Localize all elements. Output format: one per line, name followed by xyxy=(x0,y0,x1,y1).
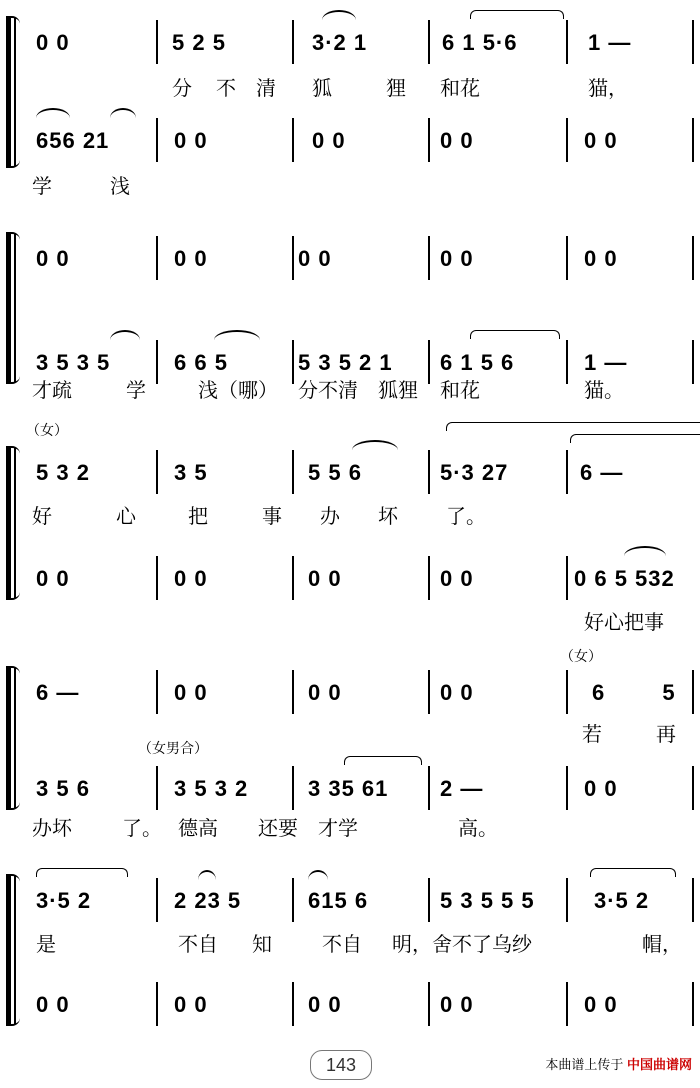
measure-notes: 0 0 xyxy=(174,992,208,1017)
lyric-word: 浅 xyxy=(110,174,130,198)
lyric-word: 心 xyxy=(116,504,136,528)
measure-notes: 0 0 xyxy=(440,246,474,271)
lyric-line xyxy=(22,812,696,840)
staff-row-upper xyxy=(22,234,696,288)
staff-row-upper xyxy=(22,876,696,930)
tie-bracket xyxy=(590,868,676,877)
lyric-word: 清 xyxy=(256,76,276,100)
lyric-word: 明，舍不了乌纱 xyxy=(392,932,532,956)
lyric-word: 德高 xyxy=(178,816,218,840)
system-brace xyxy=(6,18,20,166)
measure-notes: 0 0 xyxy=(308,566,342,591)
measure-notes: 615 6 xyxy=(308,888,369,913)
measure-notes: 0 0 xyxy=(174,680,208,705)
lyric-word: 和花 xyxy=(440,76,480,100)
lyric-word: 事 xyxy=(262,504,282,528)
tie-bracket xyxy=(36,868,128,877)
measure-notes: 6 6 5 xyxy=(174,350,228,375)
measure-notes: 3·5 2 xyxy=(36,888,92,913)
lyric-word: 猫。 xyxy=(584,378,624,402)
measure-notes: 0 0 xyxy=(584,246,618,271)
page-number: 143 xyxy=(310,1050,372,1080)
measure-notes: 0 0 xyxy=(36,566,70,591)
lyric-line xyxy=(22,606,696,634)
system-brace xyxy=(6,876,20,1024)
lyric-word: 办 xyxy=(320,504,340,528)
measure-notes: 0 0 xyxy=(308,992,342,1017)
staff-row-lower xyxy=(22,980,696,1034)
tie-bracket xyxy=(470,10,564,19)
measure-notes: 3 5 6 xyxy=(36,776,90,801)
lyric-word: 还要 xyxy=(258,816,298,840)
slur xyxy=(322,10,356,20)
page-footer xyxy=(0,1050,700,1080)
measure-notes: 0 0 xyxy=(36,246,70,271)
system-brace xyxy=(6,668,20,808)
lyric-word: 狐 xyxy=(312,76,332,100)
system-brace xyxy=(6,234,20,382)
upload-credit xyxy=(545,1054,692,1073)
measure-notes: 6 1 5·6 xyxy=(442,30,518,55)
staff-row-lower xyxy=(22,764,696,818)
measure-notes: 6 — xyxy=(36,680,80,705)
lyric-line xyxy=(22,928,696,956)
measure-notes: 3·5 2 xyxy=(594,888,650,913)
lyric-word: 了。 xyxy=(122,816,162,840)
measure-notes: 5 2 5 xyxy=(172,30,226,55)
measure-notes: 0 0 xyxy=(440,680,474,705)
staff-row-upper xyxy=(22,448,696,502)
measure-notes: 0 0 xyxy=(440,992,474,1017)
voice-marker-mixed: （女男合） xyxy=(138,741,208,757)
lyric-word: 不自 xyxy=(322,932,362,956)
staff-system-3 xyxy=(6,448,696,634)
lyric-word: 狸 xyxy=(386,76,406,100)
lyric-word: 不自 xyxy=(178,932,218,956)
staff-row-lower xyxy=(22,554,696,608)
voice-marker-female: （女） xyxy=(26,423,68,439)
measure-notes: 0 0 xyxy=(440,566,474,591)
lyric-word: 是 xyxy=(36,932,56,956)
measure-notes: 6 1 5 6 xyxy=(440,350,515,375)
lyric-line xyxy=(22,72,696,100)
measure-notes: 1 — xyxy=(584,350,628,375)
staff-row-upper xyxy=(22,668,696,722)
measure-notes: 0 0 xyxy=(584,776,618,801)
measure-notes: 3·2 1 xyxy=(312,30,368,55)
measure-notes: 0 0 xyxy=(308,680,342,705)
system-brace xyxy=(6,448,20,598)
lyric-word: 分不清 xyxy=(298,378,358,402)
lyric-word: 好 xyxy=(32,504,52,528)
measure-notes: 0 6 5 532 xyxy=(574,566,675,591)
measure-notes: 6 5 xyxy=(592,680,676,705)
measure-notes: 1 — xyxy=(588,30,632,55)
measure-notes: 3 5 3 5 xyxy=(36,350,111,375)
tie-bracket xyxy=(470,330,560,339)
staff-system-4 xyxy=(6,668,696,840)
lyric-word: 才疏 xyxy=(32,378,72,402)
voice-marker-female: （女） xyxy=(560,649,602,665)
lyric-word: 浅（哪） xyxy=(198,378,278,402)
measure-notes: 5 3 5 5 5 xyxy=(440,888,535,913)
measure-notes: 0 0 xyxy=(584,992,618,1017)
measure-notes: 2 23 5 xyxy=(174,888,242,913)
measure-notes: 5 3 5 2 1 xyxy=(298,350,393,375)
measure-notes: 5·3 27 xyxy=(440,460,509,485)
lyric-word: 把 xyxy=(188,504,208,528)
measure-notes: 0 0 xyxy=(584,128,618,153)
measure-notes: 0 0 xyxy=(440,128,474,153)
lyric-word: 才学 xyxy=(318,816,358,840)
measure-notes: 6 — xyxy=(580,460,624,485)
measure-notes: 0 0 xyxy=(174,566,208,591)
measure-notes: 3 5 3 2 xyxy=(174,776,249,801)
measure-notes: 0 0 xyxy=(36,992,70,1017)
lyric-word: 分 xyxy=(172,76,192,100)
measure-notes: 0 0 xyxy=(174,128,208,153)
lyric-word: 学 xyxy=(126,378,146,402)
staff-system-1 xyxy=(6,18,696,198)
lyric-word: 了。 xyxy=(446,504,486,528)
lyric-word: 若 xyxy=(582,722,602,746)
lyric-word: 再 xyxy=(656,722,676,746)
tie-bracket xyxy=(344,756,422,765)
measure-notes: 656 21 xyxy=(36,128,110,153)
lyric-word: 和花 xyxy=(440,378,480,402)
lyric-word: 学 xyxy=(32,174,52,198)
measure-notes: 5 3 2 xyxy=(36,460,90,485)
measure-notes: 3 35 61 xyxy=(308,776,389,801)
lyric-word: 高。 xyxy=(458,816,498,840)
lyric-line xyxy=(22,500,696,528)
measure-notes: 0 0 xyxy=(312,128,346,153)
lyric-word: 坏 xyxy=(378,504,398,528)
site-logo-text[interactable]: 中国曲谱网 xyxy=(626,1057,692,1072)
lyric-word: 知 xyxy=(252,932,272,956)
lyric-word: 办坏 xyxy=(32,816,72,840)
lyric-line xyxy=(22,718,696,746)
tie-bracket xyxy=(570,434,700,443)
staff-row-upper xyxy=(22,18,696,72)
measure-notes: 0 0 xyxy=(36,30,70,55)
measure-notes: 5 5 6 xyxy=(308,460,362,485)
measure-notes: 0 0 xyxy=(298,246,332,271)
lyric-word: 猫， xyxy=(588,76,628,100)
lyric-word: 好心把事 xyxy=(584,610,664,634)
upload-text: 本曲谱上传于 xyxy=(545,1057,624,1072)
lyric-line xyxy=(22,170,696,198)
lyric-word: 狐狸 xyxy=(378,378,418,402)
staff-system-2 xyxy=(6,234,696,402)
lyric-word: 不 xyxy=(216,76,236,100)
measure-notes: 2 — xyxy=(440,776,484,801)
measure-notes: 0 0 xyxy=(174,246,208,271)
lyric-word: 帽， xyxy=(642,932,682,956)
staff-row-lower xyxy=(22,116,696,170)
measure-notes: 3 5 xyxy=(174,460,208,485)
tie-bracket xyxy=(446,422,700,431)
lyric-line xyxy=(22,374,696,402)
staff-system-5 xyxy=(6,876,696,1024)
